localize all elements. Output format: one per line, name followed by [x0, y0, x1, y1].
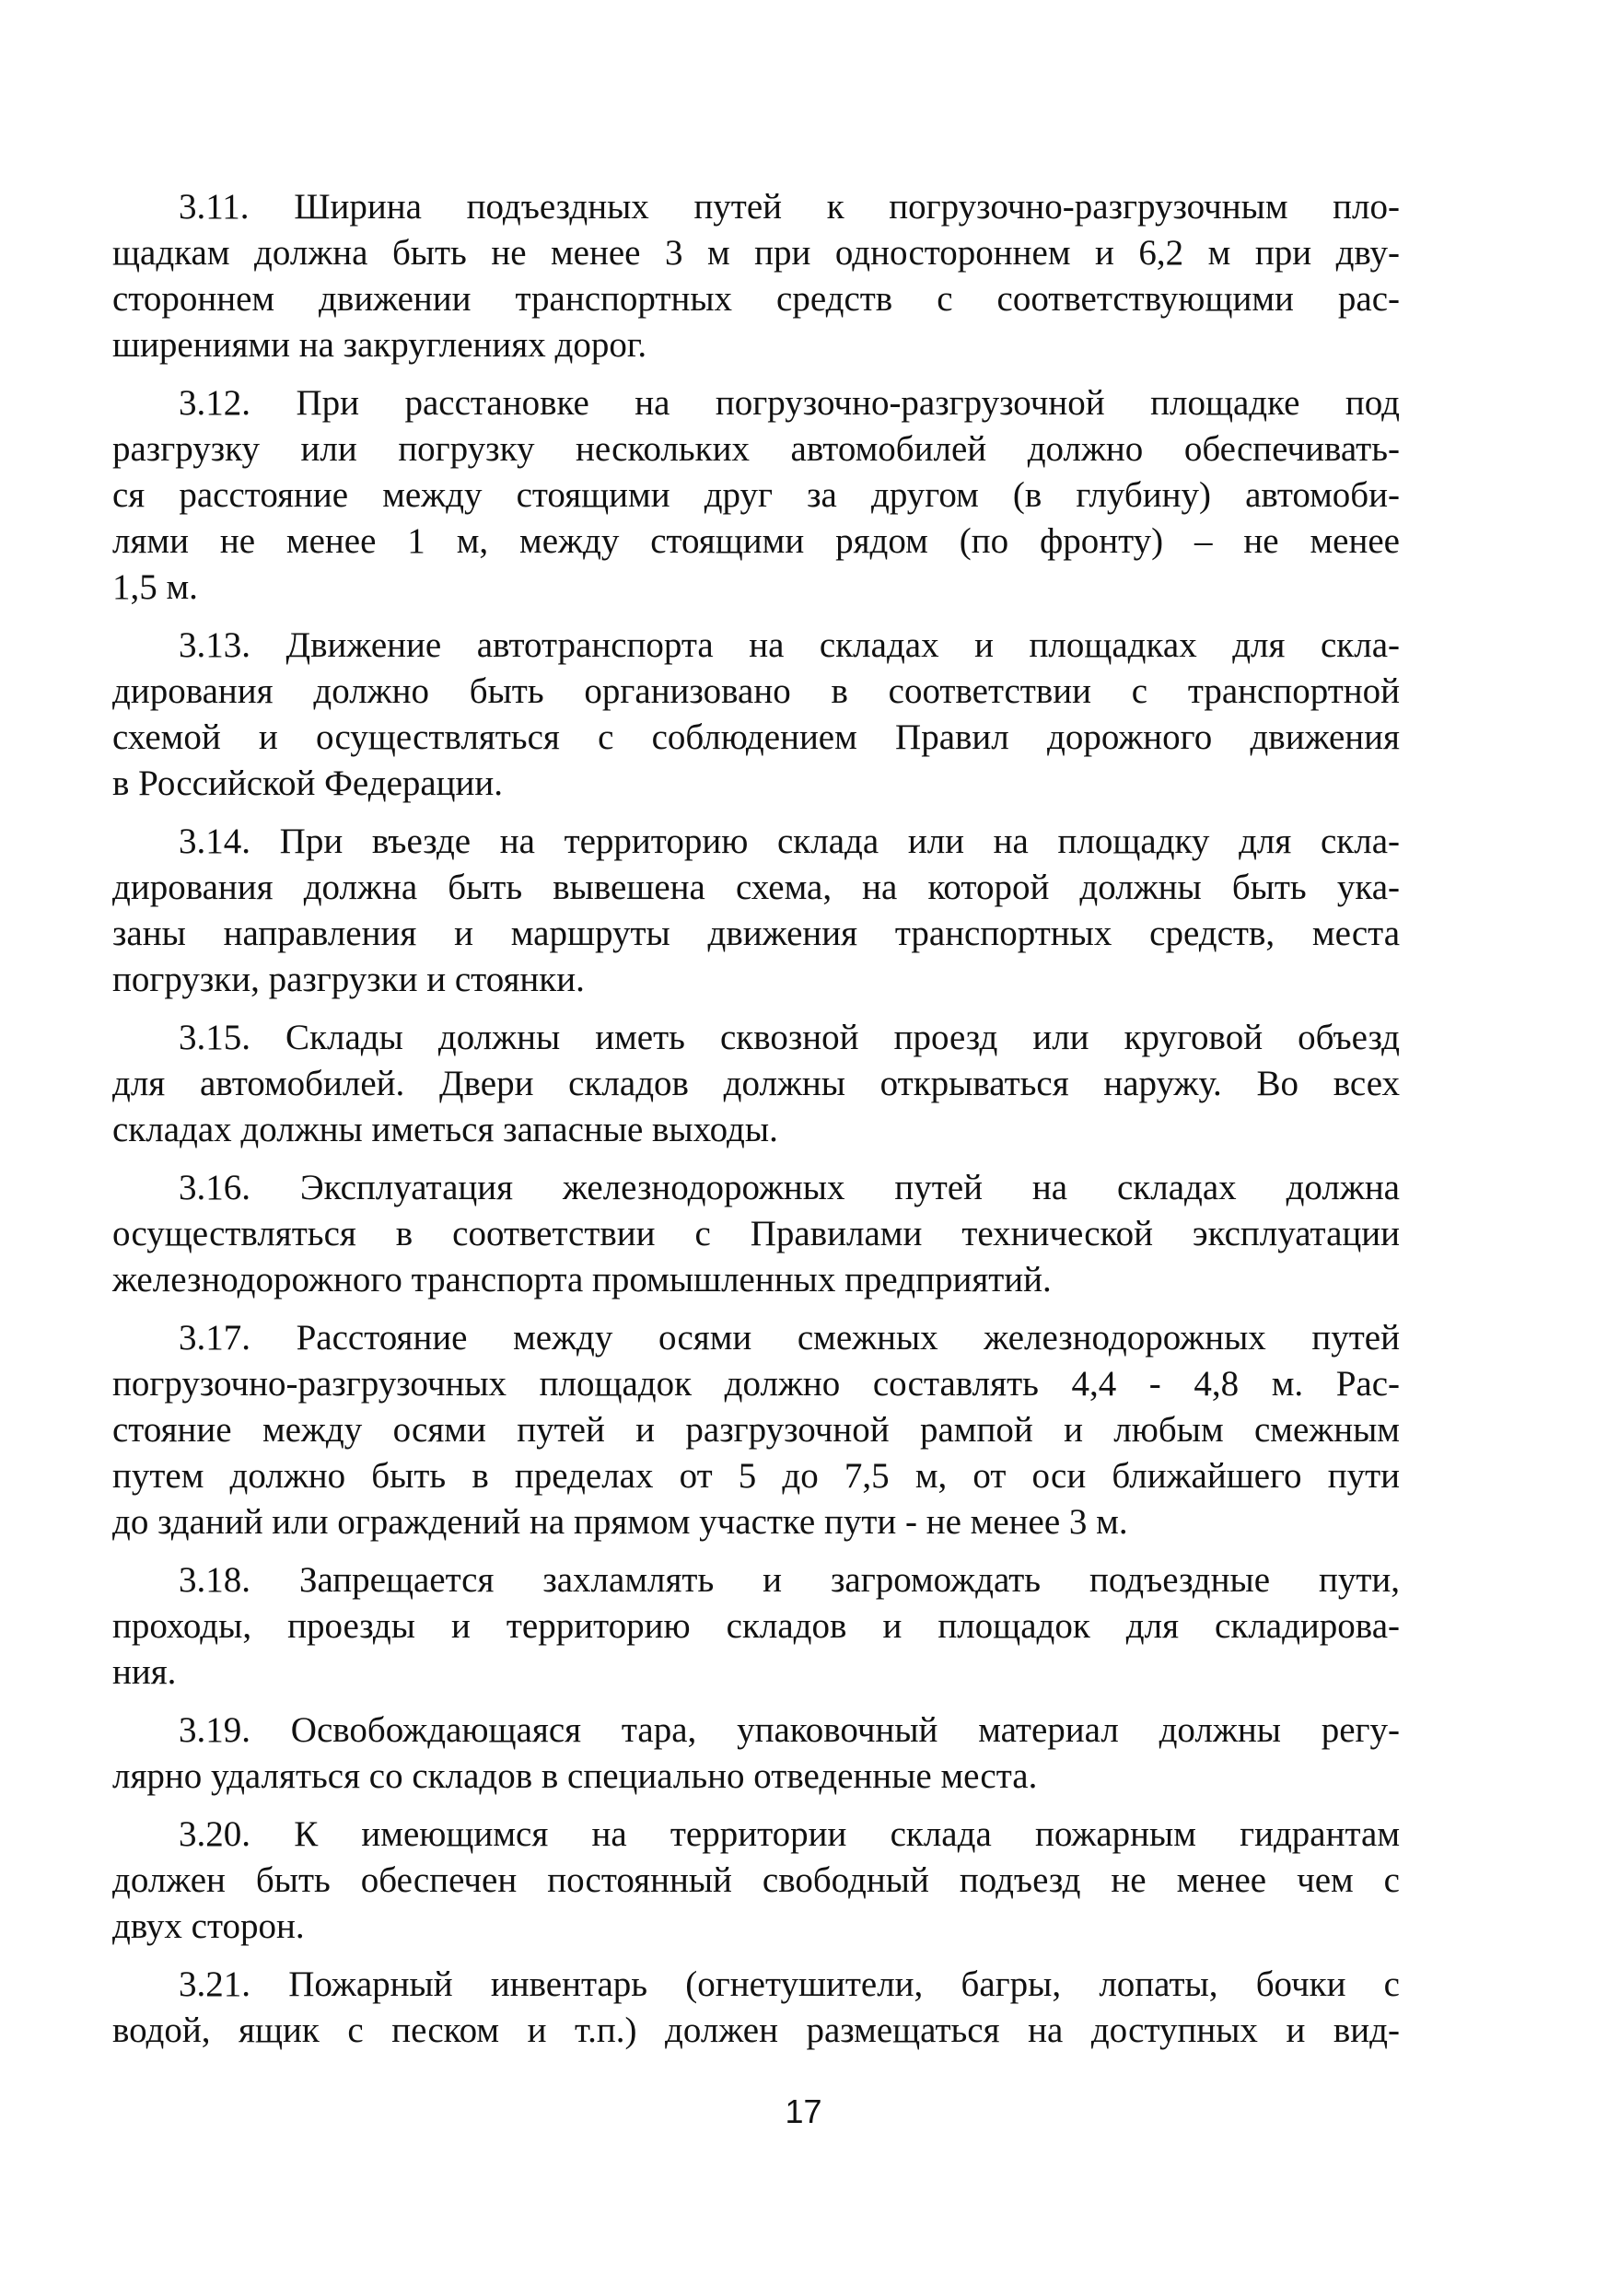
- text-line: складах должны иметься запасные выходы.: [112, 1110, 778, 1149]
- document-body: [112, 184, 1400, 2054]
- text-line: в Российской Федерации.: [112, 763, 504, 803]
- text-line: 3.15. Склады должны иметь сквозной проезд или круговой объезд: [179, 1018, 1400, 1057]
- text-line: проходы, проезды и территорию складов и площадок для складирова-: [112, 1606, 1400, 1646]
- text-line: 1,5 м.: [112, 567, 198, 607]
- text-line: дирования должно быть организовано в соответствии с транспортной: [112, 671, 1400, 711]
- paragraph-3-21: [112, 1962, 1400, 2054]
- paragraph-3-18: [112, 1557, 1400, 1696]
- paragraph-3-11: [112, 184, 1400, 368]
- paragraph-3-19: [112, 1707, 1400, 1800]
- text-line: для автомобилей. Двери складов должны открываться наружу. Во всех: [112, 1064, 1400, 1103]
- text-line: 3.11. Ширина подъездных путей к погрузочно-разгрузочным пло-: [179, 187, 1400, 227]
- paragraph-3-16: [112, 1165, 1400, 1303]
- text-line: должен быть обеспечен постоянный свободный подъезд не менее чем с: [112, 1860, 1400, 1900]
- paragraph-3-17: [112, 1315, 1400, 1545]
- text-line: водой, ящик с песком и т.п.) должен размещаться на доступных и вид-: [112, 2010, 1400, 2050]
- paragraph-3-15: [112, 1015, 1400, 1153]
- text-line: лями не менее 1 м, между стоящими рядом (по фронту) – не менее: [112, 521, 1400, 561]
- text-line: стояние между осями путей и разгрузочной рампой и любым смежным: [112, 1410, 1400, 1450]
- text-line: заны направления и маршруты движения транспортных средств, места: [112, 914, 1400, 953]
- paragraph-3-12: [112, 380, 1400, 611]
- page-number: 17: [785, 2092, 822, 2130]
- text-line: осуществляться в соответствии с Правилами технической эксплуатации: [112, 1214, 1400, 1253]
- text-line: дирования должна быть вывешена схема, на которой должны быть ука-: [112, 868, 1400, 907]
- text-line: 3.19. Освобождающаяся тара, упаковочный материал должны регу-: [179, 1710, 1400, 1750]
- text-line: погрузочно-разгрузочных площадок должно составлять 4,4 - 4,8 м. Рас-: [112, 1364, 1400, 1404]
- text-line: щадкам должна быть не менее 3 м при одностороннем и 6,2 м при дву-: [112, 233, 1400, 273]
- text-line: 3.13. Движение автотранспорта на складах и площадках для скла-: [179, 625, 1400, 665]
- text-line: ся расстояние между стоящими друг за другом (в глубину) автомоби-: [112, 475, 1400, 515]
- text-line: разгрузку или погрузку нескольких автомобилей должно обеспечивать-: [112, 429, 1400, 469]
- text-line: 3.12. При расстановке на погрузочно-разгрузочной площадке под: [179, 383, 1400, 423]
- text-line: 3.14. При въезде на территорию склада или на площадку для скла-: [179, 822, 1400, 861]
- text-line: 3.18. Запрещается захламлять и загромождать подъездные пути,: [179, 1560, 1400, 1600]
- paragraph-3-20: [112, 1812, 1400, 1950]
- paragraph-3-13: [112, 623, 1400, 807]
- text-line: схемой и осуществляться с соблюдением Правил дорожного движения: [112, 717, 1400, 757]
- text-line: стороннем движении транспортных средств с соответствующими рас-: [112, 279, 1400, 319]
- text-line: железнодорожного транспорта промышленных предприятий.: [112, 1260, 1052, 1300]
- text-line: ширениями на закруглениях дорог.: [112, 325, 647, 365]
- text-line: лярно удаляться со складов в специально отведенные места.: [112, 1756, 1038, 1796]
- text-line: ния.: [112, 1652, 177, 1692]
- text-line: двух сторон.: [112, 1906, 305, 1946]
- text-line: 3.16. Эксплуатация железнодорожных путей на складах должна: [179, 1168, 1400, 1207]
- text-line: до зданий или ограждений на прямом участке пути - не менее 3 м.: [112, 1502, 1128, 1542]
- text-line: погрузки, разгрузки и стоянки.: [112, 960, 585, 999]
- text-line: 3.17. Расстояние между осями смежных железнодорожных путей: [179, 1318, 1400, 1358]
- text-line: 3.20. К имеющимся на территории склада пожарным гидрантам: [179, 1814, 1400, 1854]
- text-line: 3.21. Пожарный инвентарь (огнетушители, багры, лопаты, бочки с: [179, 1964, 1400, 2004]
- text-line: путем должно быть в пределах от 5 до 7,5 м, от оси ближайшего пути: [112, 1456, 1400, 1496]
- paragraph-3-14: [112, 819, 1400, 1003]
